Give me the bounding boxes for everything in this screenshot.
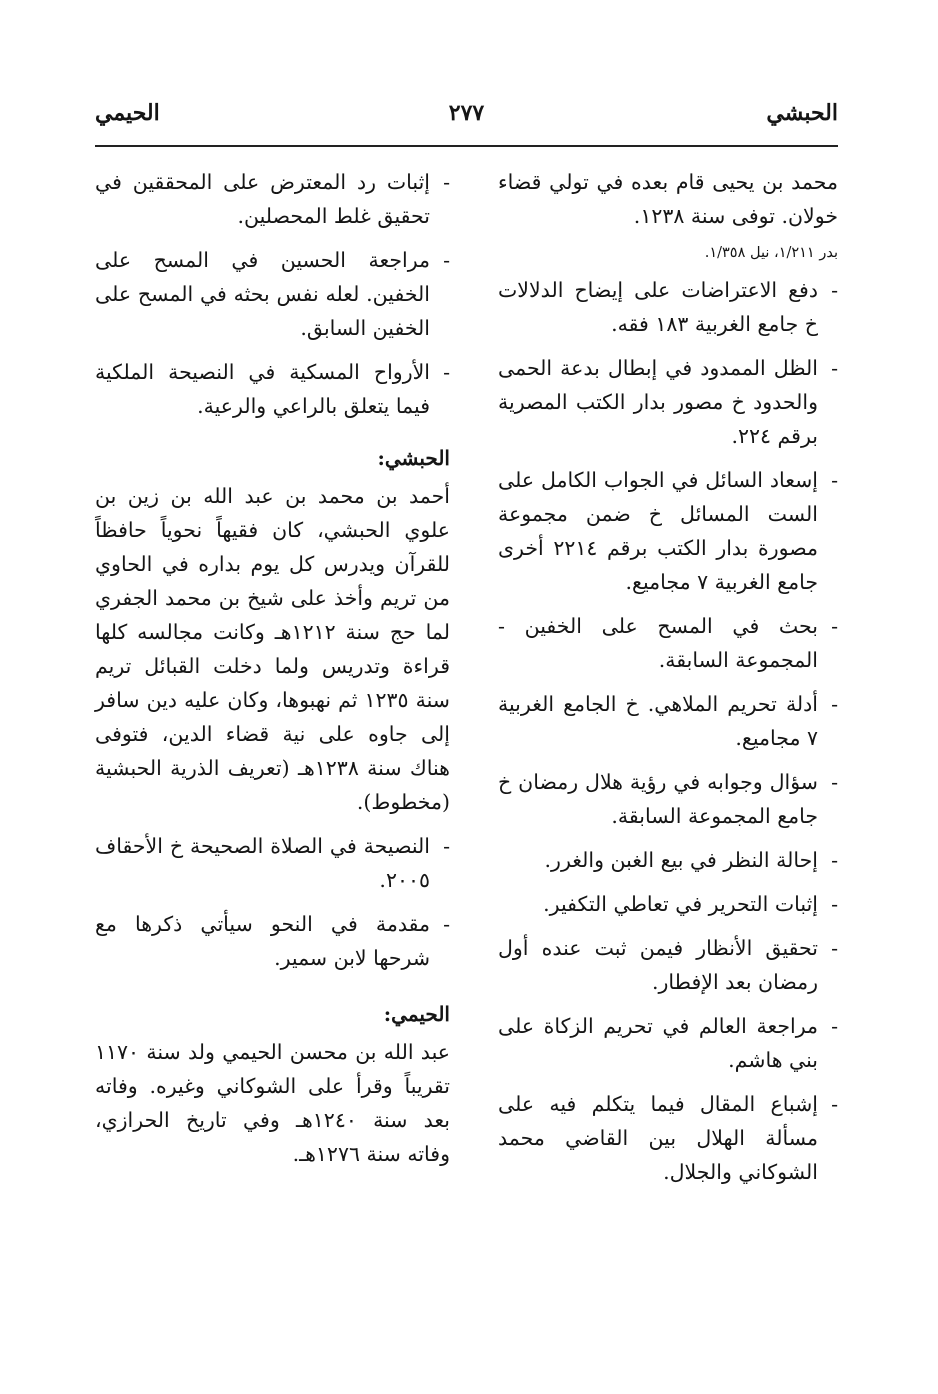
reference-note: بدر ١/٢١١، نيل ١/٣٥٨. bbox=[704, 245, 838, 261]
list-item: - مراجعة الحسين في المسح على الخفين. لعله نفس بحثه في المسح على الخفين السابق. bbox=[95, 248, 450, 340]
list-item: - إثبات التحرير في تعاطي التكفير. bbox=[543, 892, 838, 916]
list-item: - الأرواح المسكية في النصيحة الملكية فيما يتعلق بالراعي والرعية. bbox=[95, 360, 450, 418]
list-item: - إسعاد السائل في الجواب الكامل على الست المسائل خ ضمن مجموعة مصورة بدار الكتب برقم ٢٢١٤ أخرى جامع الغربية ٧ مجاميع. bbox=[498, 468, 838, 594]
list-item: - بحث في المسح على الخفين - المجموعة السابقة. bbox=[498, 614, 838, 672]
header-right-name: الحبشي bbox=[766, 100, 838, 126]
section-heading-habashi: الحبشي: bbox=[377, 446, 450, 470]
right-column bbox=[498, 165, 838, 1199]
left-column bbox=[95, 165, 450, 1181]
list-item: - النصيحة في الصلاة الصحيحة خ الأحقاف ٢٠٠٥. bbox=[95, 834, 450, 892]
page-number: ٢٧٧ bbox=[448, 100, 485, 126]
list-item: - الظل الممدود في إبطال بدعة الحمى والحدود خ مصور بدار الكتب المصرية برقم ٢٢٤. bbox=[498, 356, 838, 448]
section-heading-haymi: الحيمي: bbox=[383, 1002, 450, 1026]
list-item: - سؤال وجوابه في رؤية هلال رمضان خ جامع المجموعة السابقة. bbox=[498, 770, 838, 828]
list-item: - مراجعة العالم في تحريم الزكاة على بني هاشم. bbox=[498, 1014, 838, 1072]
list-item: - تحقيق الأنظار فيمن ثبت عنده أول رمضان بعد الإفطار. bbox=[498, 936, 838, 994]
list-item: - إثبات رد المعترض على المحققين في تحقيق غلط المحصلين. bbox=[95, 170, 450, 228]
list-item: - دفع الاعتراضات على إيضاح الدلالات خ جامع الغربية ١٨٣ فقه. bbox=[498, 278, 838, 336]
header-rule bbox=[95, 145, 838, 147]
list-item: - أدلة تحريم الملاهي. خ الجامع الغربية ٧ مجاميع. bbox=[498, 692, 838, 750]
running-header bbox=[95, 100, 838, 140]
bio-paragraph-haymi: عبد الله بن محسن الحيمي ولد سنة ١١٧٠ تقريباً وقرأ على الشوكاني وغيره. وفاته بعد سنة ١٢٤٠هـ وفي تاريخ الحرازي، وفاته سنة ١٢٧٦هـ. bbox=[95, 1040, 450, 1166]
header-left-name: الحيمي bbox=[95, 100, 160, 126]
list-item: - مقدمة في النحو سيأتي ذكرها مع شرحها لابن سمير. bbox=[95, 912, 450, 970]
intro-paragraph: محمد بن يحيى قام بعده في تولي قضاء خولان. توفى سنة ١٢٣٨. bbox=[498, 170, 838, 228]
list-item: - إحالة النظر في بيع الغبن والغرر. bbox=[544, 848, 838, 872]
bio-paragraph-habashi: أحمد بن محمد بن عبد الله بن زين بن علوي الحبشي، كان فقيهاً نحوياً حافظاً للقرآن ويدرس كل يوم بداره في الحاوي من تريم وأخذ على شيخ بن محمد الجفري لما حج سنة ١٢١٢هـ وكانت مجالسه كلها قراءة وتدريس ولما دخلت القبائل تريم سنة ١٢٣٥ ثم نهبوها، وكان عليه دين سافر إلى جاوه على نية قضاء الدين، فتوفى هناك سنة ١٢٣٨هـ (تعريف الذرية الحبشية (مخطوط). bbox=[95, 484, 450, 814]
list-item: - إشباع المقال فيما يتكلم فيه على مسألة الهلال بين القاضي محمد الشوكاني والجلال. bbox=[498, 1092, 838, 1184]
